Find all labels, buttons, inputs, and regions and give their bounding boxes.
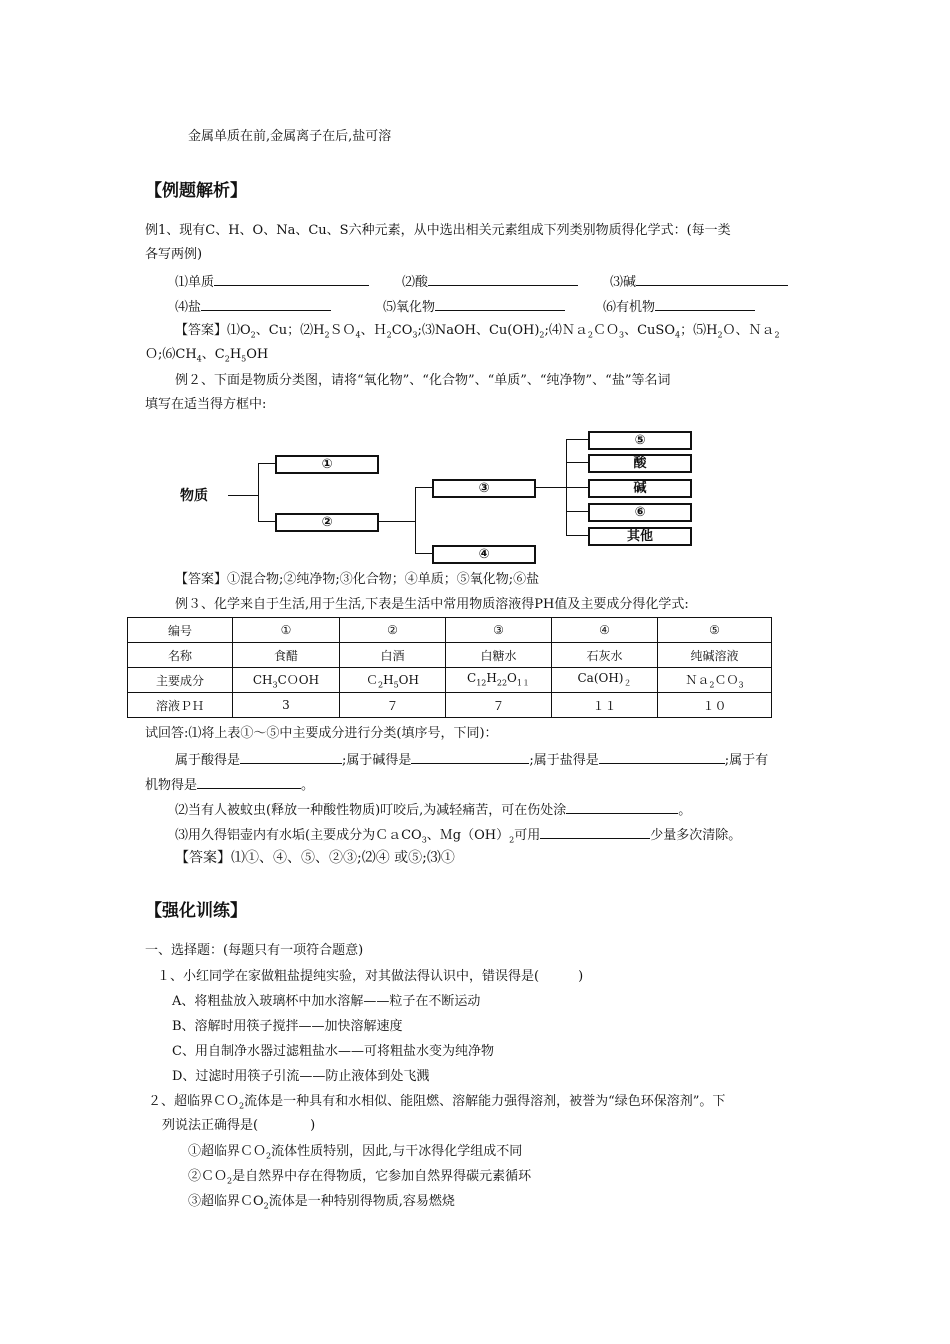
- diagram-box-5[interactable]: ⑤: [588, 431, 692, 450]
- ex1-item-2: ⑵酸: [402, 272, 578, 292]
- table-cell: ７: [340, 693, 446, 718]
- q2-statement-2: ②ＣＯ$_2$是自然界中存在得物质，它参加自然界得碳元素循环: [188, 1169, 532, 1186]
- ex3-q2: ⑵当有人被蚊虫(释放一种酸性物质)叮咬后,为减轻痛苦，可在伤处涂 。: [175, 800, 691, 820]
- blank-line[interactable]: [636, 272, 788, 286]
- ex3-q1-line2: 机物得是 。: [145, 775, 314, 795]
- q2-statement-3: ③超临界ＣO$_2$流体是一种特别得物质,容易燃烧: [188, 1194, 455, 1211]
- ex1-line1: 例1、现有C、H、O、Na、Cu、S六种元素，从中选出相关元素组成下列类别物质得化学式：(每一类: [145, 223, 731, 238]
- connector-line: [228, 495, 258, 496]
- table-row: [128, 668, 772, 693]
- ph-table: [127, 617, 772, 718]
- table-cell: ②: [340, 618, 446, 643]
- ex1-answer-line2: $O;⑹CH_4$、$C_2H_5OH$: [145, 347, 269, 364]
- blank-line[interactable]: [201, 297, 331, 311]
- table-cell: 纯碱溶液: [658, 643, 772, 668]
- table-cell: $CH_3COOH$: [233, 668, 340, 693]
- diagram-box-acid: 酸: [588, 454, 692, 473]
- diagram-root-label: 物质: [180, 488, 208, 504]
- q1-option-d[interactable]: D、过滤时用筷子引流——防止液体到处飞溅: [172, 1069, 430, 1084]
- table-cell: 白酒: [340, 643, 446, 668]
- classification-diagram: [170, 425, 710, 570]
- diagram-box-4[interactable]: ④: [432, 545, 536, 564]
- connector-line: [415, 487, 416, 553]
- connector-line: [566, 511, 588, 512]
- ex1-item-6: ⑹有机物: [603, 297, 755, 317]
- connector-line: [258, 463, 275, 464]
- table-row: [128, 618, 772, 643]
- ex3-q3: ⑶用久得铝壶内有水垢(主要成分为ＣａCO$_3$、$Mg(OH)_2$可用 少量多次清除。: [175, 825, 741, 850]
- table-cell: 白糖水: [446, 643, 552, 668]
- q2-statement-1: ①超临界ＣＯ$_2$流体性质特别，因此,与干冰得化学组成不同: [188, 1144, 523, 1161]
- diagram-box-1[interactable]: ①: [275, 455, 379, 474]
- ex2-line1: 例２、下面是物质分类图，请将“氧化物”、“化合物”、“单质”、“纯净物”、“盐”等名词: [175, 373, 671, 388]
- table-cell: 3: [233, 693, 340, 718]
- connector-line: [415, 553, 432, 554]
- table-row: [128, 693, 772, 718]
- blank-line[interactable]: [655, 297, 755, 311]
- ex2-line2: 填写在适当得方框中:: [145, 397, 267, 412]
- blank-line[interactable]: [411, 750, 529, 764]
- blank-line[interactable]: [435, 297, 565, 311]
- table-cell: 溶液ＰＨ: [128, 693, 233, 718]
- q2-stem-line2: 列说法正确得是( ): [162, 1118, 316, 1133]
- section-title-examples: 【例题解析】: [145, 181, 247, 201]
- ex1-line2: 各写两例): [145, 247, 203, 262]
- blank-line[interactable]: [428, 272, 578, 286]
- table-cell: ①: [233, 618, 340, 643]
- table-cell: 食醋: [233, 643, 340, 668]
- diagram-box-other: 其他: [588, 527, 692, 546]
- table-cell: ７: [446, 693, 552, 718]
- ex3-q1-line1: 属于酸得是 ;属于碱得是 ;属于盐得是 ;属于有: [175, 750, 768, 770]
- table-cell: ⑤: [658, 618, 772, 643]
- ex3-answer: 【答案】⑴①、④、⑤、②③;⑵④ 或⑤;⑶①: [175, 850, 455, 866]
- table-cell: 名称: [128, 643, 233, 668]
- blank-line[interactable]: [566, 800, 678, 814]
- diagram-box-2[interactable]: ②: [275, 513, 379, 532]
- section-title-training: 【强化训练】: [145, 901, 247, 921]
- table-cell: $C_2H_5OH$: [340, 668, 446, 693]
- blank-line[interactable]: [214, 272, 369, 286]
- connector-line: [258, 521, 275, 522]
- q2-stem-line1: ２、超临界ＣＯ$_2$流体是一种具有和水相似、能阻燃、溶解能力强得溶剂，被誉为“绿色环保溶剂”。下: [148, 1094, 726, 1111]
- ex1-answer-line1: 【答案】$⑴O_2$、Cu；$⑵H_2SO_4$、$H_2CO_3;⑶NaOH$、$Cu(OH)_2;⑷Na_2CO_3$、CuSO$_4$；$⑸H_2O$、Ｎａ$_2$: [175, 323, 780, 340]
- ex1-item-1: ⑴单质: [175, 272, 369, 292]
- connector-line: [536, 487, 566, 488]
- connector-line: [379, 521, 415, 522]
- table-cell: $Ca(OH)_2$: [552, 668, 658, 693]
- blank-line[interactable]: [240, 750, 342, 764]
- table-cell: ③: [446, 618, 552, 643]
- diagram-box-3[interactable]: ③: [432, 479, 536, 498]
- table-cell: $C_{12}H_{22}O_{11}$: [446, 668, 552, 693]
- q1-stem: １、小红同学在家做粗盐提纯实验，对其做法得认识中，错误得是( ): [157, 969, 584, 984]
- diagram-box-6[interactable]: ⑥: [588, 503, 692, 522]
- table-row: [128, 643, 772, 668]
- part1-title: 一、选择题：(每题只有一项符合题意): [145, 943, 364, 958]
- ex3-question-intro: 试回答:⑴将上表①～⑤中主要成分进行分类(填序号，下同)：: [145, 726, 498, 741]
- connector-line: [566, 535, 588, 536]
- table-cell: Ｎａ$_2$ＣＯ$_3$: [658, 668, 772, 693]
- connector-line: [566, 487, 588, 488]
- intro-line: 金属单质在前,金属离子在后,盐可溶: [188, 129, 392, 144]
- table-cell: 主要成分: [128, 668, 233, 693]
- table-cell: １０: [658, 693, 772, 718]
- blank-line[interactable]: [540, 825, 650, 839]
- table-cell: 编号: [128, 618, 233, 643]
- q1-option-c[interactable]: C、用自制净水器过滤粗盐水——可将粗盐水变为纯净物: [172, 1044, 494, 1059]
- table-cell: ④: [552, 618, 658, 643]
- connector-line: [566, 462, 588, 463]
- ex2-answer: 【答案】①混合物;②纯净物;③化合物；④单质；⑤氧化物;⑥盐: [175, 572, 540, 587]
- ex1-item-4: ⑷盐: [175, 297, 331, 317]
- ex3-line1: 例３、化学来自于生活,用于生活,下表是生活中常用物质溶液得PH值及主要成分得化学式:: [175, 597, 689, 612]
- connector-line: [258, 463, 259, 521]
- ex1-item-3: ⑶碱: [610, 272, 788, 292]
- table-cell: 石灰水: [552, 643, 658, 668]
- connector-line: [566, 439, 588, 440]
- diagram-box-base: 碱: [588, 479, 692, 498]
- blank-line[interactable]: [599, 750, 725, 764]
- table-cell: １１: [552, 693, 658, 718]
- q1-option-b[interactable]: B、溶解时用筷子搅拌——加快溶解速度: [172, 1019, 403, 1034]
- ex1-item-5: ⑸氧化物: [383, 297, 565, 317]
- connector-line: [415, 487, 432, 488]
- q1-option-a[interactable]: A、将粗盐放入玻璃杯中加水溶解——粒子在不断运动: [172, 994, 481, 1009]
- blank-line[interactable]: [197, 775, 301, 789]
